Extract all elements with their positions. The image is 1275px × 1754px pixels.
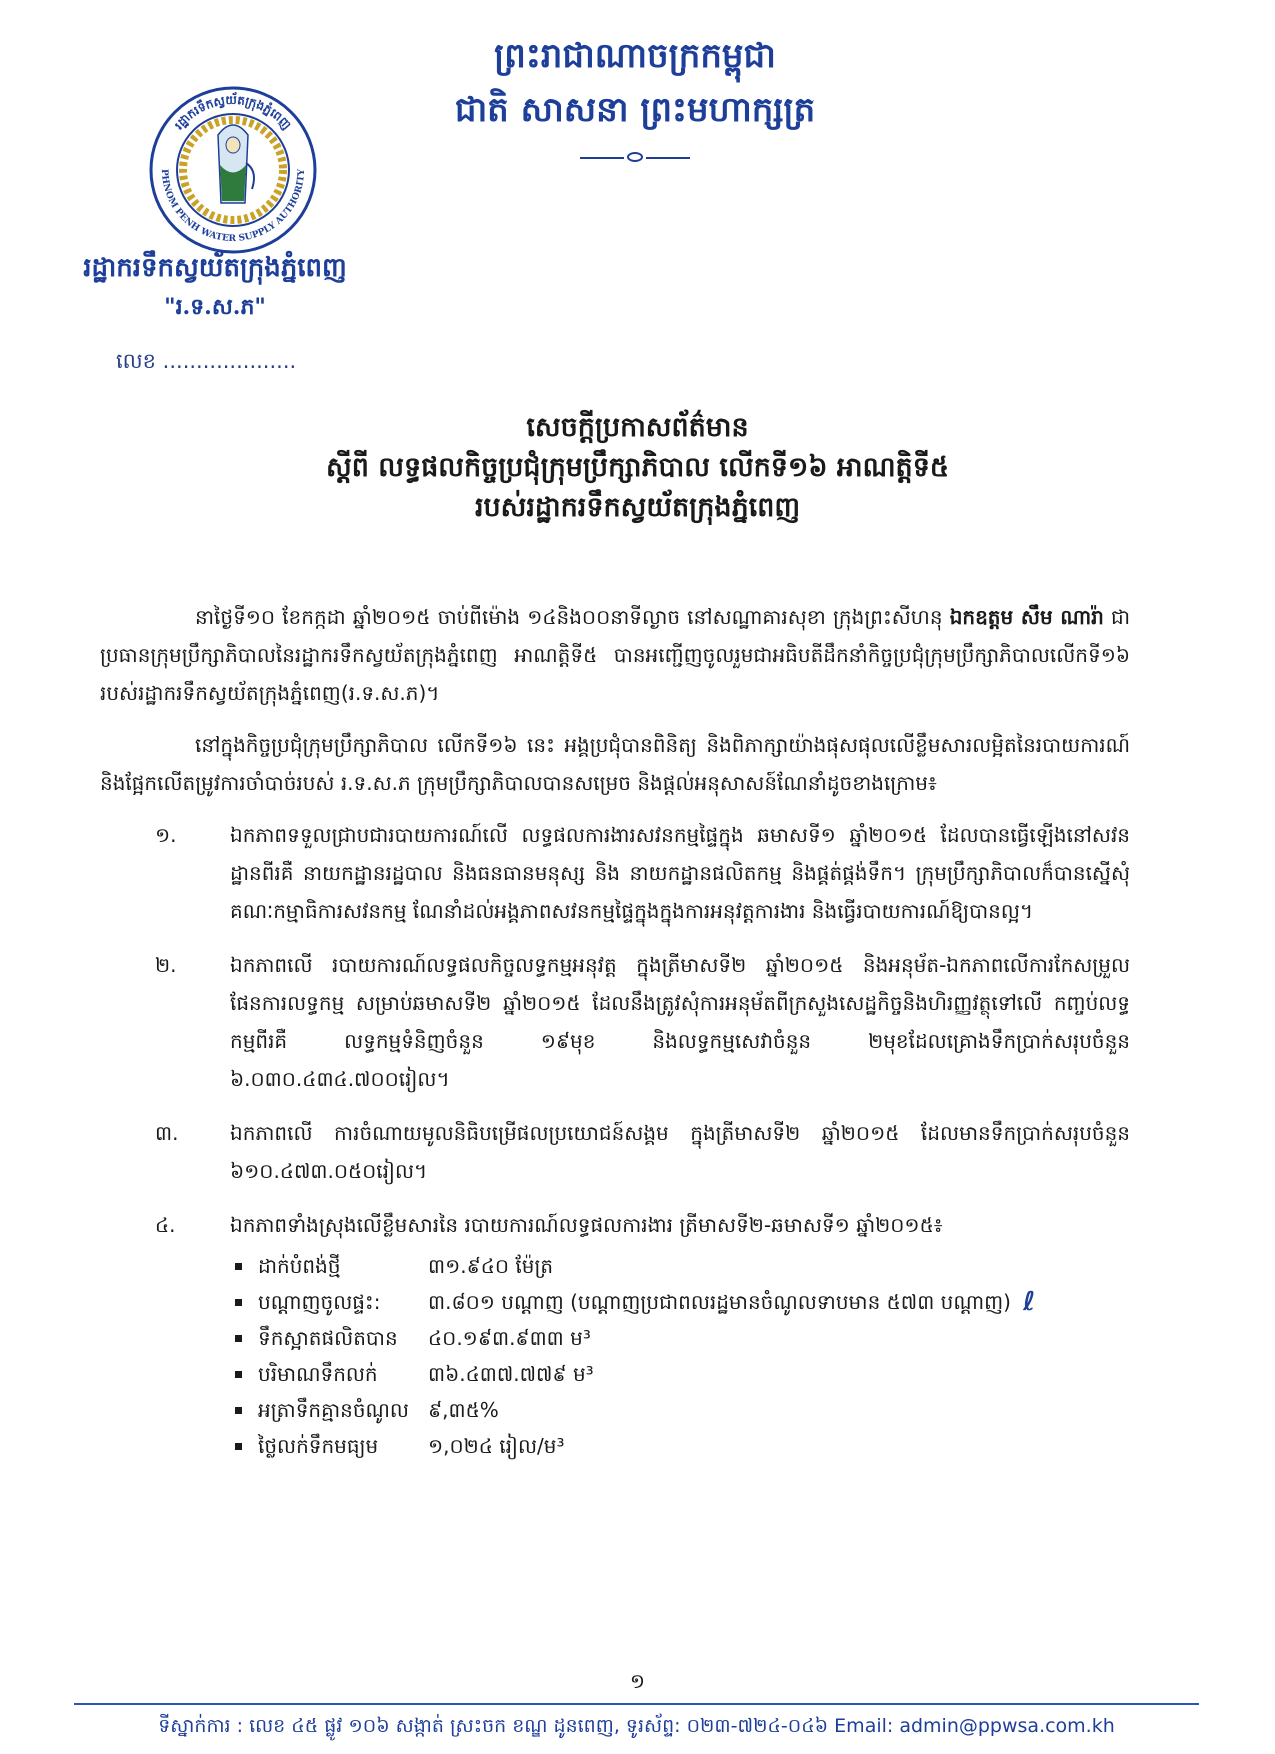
- chairman-name: ឯកឧត្តម សឹម ណារ៉ា: [949, 605, 1104, 629]
- handwritten-mark: ℓ: [1022, 1287, 1036, 1317]
- bullet-label: ដាក់បំពង់ថ្មី: [258, 1254, 341, 1278]
- title-line3: របស់រដ្ឋាករទឹកស្វយ័តក្រុងភ្នំពេញ: [474, 492, 801, 523]
- item-number: ១.: [155, 823, 177, 847]
- list-item: [100, 1206, 1130, 1244]
- bullet-square-icon: [235, 1335, 242, 1342]
- kingdom-header: [400, 32, 870, 164]
- bullet-label: អត្រាទឹកគ្មានចំណូល: [258, 1398, 409, 1422]
- bullet-item: [235, 1428, 1130, 1464]
- bullet-square-icon: [235, 1263, 242, 1270]
- item-number: ៤.: [155, 1213, 176, 1237]
- bullet-value: ៤០.១៩៣.៩៣៣ ម³: [428, 1326, 591, 1350]
- list-item: [100, 1114, 1130, 1190]
- title-line2: ស្តីពី លទ្ធផលកិច្ចប្រជុំក្រុមប្រឹក្សាភិបាល លើកទី១៦ អាណត្តិទី៥: [326, 452, 949, 483]
- paragraph-1: [100, 598, 1130, 712]
- list-item: [100, 816, 1130, 930]
- reference-number: លេខ ....................: [116, 349, 297, 373]
- bullet-value: ១,០២៤ រៀល/ម³: [428, 1434, 565, 1458]
- footer-contact: ទីស្នាក់ការ : លេខ ៤៥ ផ្លូវ ១០៦ សង្កាត់ ស្រះចក ខណ្ឌ ដូនពេញ, ទូរស័ព្ទ: ០២៣-៧២៤-០៤៦ Email: admin@ppwsa.com.kh: [158, 1715, 1115, 1737]
- list-item: [100, 946, 1130, 1098]
- agency-block: [40, 250, 390, 322]
- bullet-square-icon: [235, 1371, 242, 1378]
- bullet-value: ៣៦.៤៣៧.៧៧៩ ម³: [428, 1362, 594, 1386]
- bullet-item: [235, 1320, 1130, 1356]
- bullet-label: ទឹកស្អាតផលិតបាន: [258, 1326, 398, 1350]
- bullet-item: [235, 1248, 1130, 1284]
- bullet-value: ៣.៨០១ បណ្តាញ (បណ្តាញប្រជាពលរដ្ឋមានចំណូលទាបមាន ៥៧៣ បណ្តាញ): [428, 1290, 1011, 1314]
- item-text: ឯកភាពទទួលជ្រាបជារបាយការណ៍លើ លទ្ធផលការងារសវនកម្មផ្ទៃក្នុង ឆមាសទី១ ឆ្នាំ២០១៥ ដែលបានធ្វើឡើងនៅសវនដ្ឋានពីរគឺ នាយកដ្ឋានរដ្ឋបាល និងធនធានមនុស្ស និង នាយកដ្ឋានផលិតកម្ម និងផ្គត់ផ្គង់ទឹក។ ក្រុមប្រឹក្សាភិបាលក៏បានស្នើសុំ គណៈកម្មាធិការសវនកម្ម ណែនាំដល់អង្គភាពសវនកម្មផ្ទៃក្នុងក្នុងការអនុវត្តការងារ និងធ្វើរបាយការណ៍ឱ្យបានល្អ។: [230, 823, 1130, 923]
- footer-divider: [74, 1703, 1199, 1705]
- item-text: ឯកភាពលើ របាយការណ៍លទ្ធផលកិច្ចលទ្ធកម្មអនុវត្ត ក្នុងត្រីមាសទី២ ឆ្នាំ២០១៥ និងអនុម័ត-ឯកភាពលើការកែសម្រួលផែនការលទ្ធកម្ម សម្រាប់ឆមាសទី២ ឆ្នាំ២០១៥ ដែលនឹងត្រូវសុំការអនុម័តពីក្រសួងសេដ្ឋកិច្ចនិងហិរញ្ញវត្ថុទៅលើ កញ្ចប់លទ្ធកម្មពីរគឺ លទ្ធកម្មទំនិញចំនួន ១៩មុខ និងលទ្ធកម្មសេវាចំនួន ២មុខដែលគ្រោងទឹកប្រាក់សរុបចំនួន ៦.០៣០.៤៣៤.៧០០រៀល។: [230, 953, 1130, 1091]
- bullet-item: [235, 1284, 1130, 1320]
- document-body: [100, 598, 1130, 1464]
- agency-abbreviation: "រ.ទ.ស.ភ": [164, 294, 266, 320]
- kingdom-motto-line2: ជាតិ សាសនា ព្រះមហាក្សត្រ: [454, 90, 816, 130]
- item-number: ២.: [155, 953, 177, 977]
- paragraph-1-text-b: ជាប្រធានក្រុមប្រឹក្សាភិបាលនៃរដ្ឋាករទឹកស្វយ័តក្រុងភ្នំពេញ អាណត្តិទី៥ បានអញ្ជើញចូលរួមជាអធិបតីដឹកនាំកិច្ចប្រជុំក្រុមប្រឹក្សាភិបាលលើកទី១៦ របស់រដ្ឋាករទឹកស្វយ័តក្រុងភ្នំពេញ(រ.ទ.ស.ភ)។: [100, 605, 1131, 705]
- bullet-value: ៩,៣៥%: [428, 1398, 499, 1422]
- bullet-square-icon: [235, 1299, 242, 1306]
- paragraph-2-text: នៅក្នុងកិច្ចប្រជុំក្រុមប្រឹក្សាភិបាល លើកទី១៦ នេះ អង្គប្រជុំបានពិនិត្យ និងពិភាក្សាយ៉ាងផុសផុលលើខ្លឹមសារលម្អិតនៃរបាយការណ៍ និងផ្អែកលើតម្រូវការចាំបាច់របស់ រ.ទ.ស.ភ ក្រុមប្រឹក្សាភិបាលបានសម្រេច និងផ្តល់អនុសាសន៍ណែនាំដូចខាងក្រោម៖: [100, 733, 1130, 795]
- item-text: ឯកភាពទាំងស្រុងលើខ្លឹមសារនៃ របាយការណ៍លទ្ធផលការងារ ត្រីមាសទី២-ឆមាសទី១ ឆ្នាំ២០១៥៖: [230, 1213, 943, 1237]
- bullet-label: ថ្លៃលក់ទឹកមធ្យម: [258, 1434, 379, 1458]
- results-bullet-list: [100, 1248, 1130, 1464]
- page-number: ១: [629, 1669, 646, 1693]
- paragraph-2: [100, 726, 1130, 802]
- bullet-item: [235, 1392, 1130, 1428]
- ppwsa-logo: [148, 85, 318, 255]
- kingdom-motto-line1: ព្រះរាជាណាចក្រកម្ពុជា: [494, 36, 776, 76]
- bullet-square-icon: [235, 1443, 242, 1450]
- bullet-square-icon: [235, 1407, 242, 1414]
- item-number: ៣.: [155, 1121, 179, 1145]
- logo-ring-text-kh: រដ្ឋាករទឹកស្វយ័តក្រុងភ្នំពេញ: [171, 92, 295, 133]
- item-text: ឯកភាពលើ ការចំណាយមូលនិធិបម្រើផលប្រយោជន៍សង្គម ក្នុងត្រីមាសទី២ ឆ្នាំ២០១៥ ដែលមានទឹកប្រាក់សរុបចំនួន ៦១០.៤៧៣.០៥០រៀល។: [230, 1121, 1130, 1183]
- bullet-label: បណ្តាញចូលផ្ទះ:: [258, 1290, 381, 1314]
- ornament-divider: [580, 152, 690, 164]
- agency-name: រដ្ឋាករទឹកស្វយ័តក្រុងភ្នំពេញ: [83, 253, 347, 283]
- document-title: [150, 408, 1125, 528]
- title-line1: សេចក្តីប្រកាសព័ត៌មាន: [526, 412, 749, 443]
- bullet-value: ៣១.៩៤០ ម៉ែត្រ: [428, 1254, 554, 1278]
- bullet-item: [235, 1356, 1130, 1392]
- bullet-label: បរិមាណទឹកលក់: [258, 1362, 378, 1386]
- paragraph-1-text-a: នាថ្ងៃទី១០ ខែកក្កដា ឆ្នាំ២០១៥ ចាប់ពីម៉ោង ១៤និង០០នាទីល្ងាច នៅសណ្ឋាគារសុខា ក្រុងព្រះសីហនុ: [195, 605, 943, 629]
- logo-ring-text-en: PHNOM PENH WATER SUPPLY AUTHORITY: [158, 168, 308, 245]
